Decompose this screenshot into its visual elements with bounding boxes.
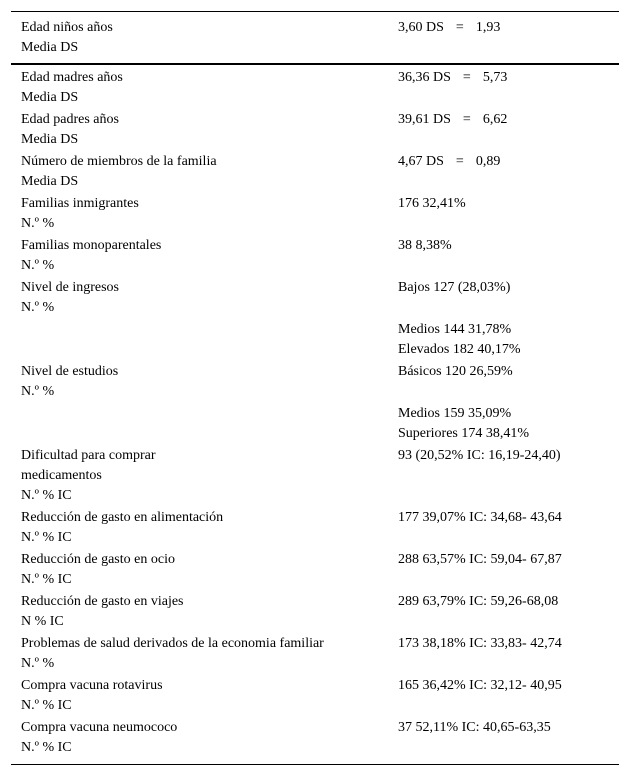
row-sublabel: N.º % <box>21 300 55 315</box>
row-eq: = <box>462 70 471 85</box>
row-sublabel: Media DS <box>21 174 79 189</box>
data-table <box>11 11 619 765</box>
table-row <box>11 550 619 592</box>
table-row <box>11 718 619 765</box>
table-row <box>11 508 619 550</box>
row-value: Básicos 120 26,59% <box>398 364 513 379</box>
row-label: Reducción de gasto en viajes <box>21 594 184 609</box>
row-sublabel: N.º % IC <box>21 698 72 713</box>
row-sd: 5,73 <box>482 70 508 85</box>
table-row <box>11 446 619 508</box>
row-sublabel: N.º % IC <box>21 740 72 755</box>
row-value: 165 36,42% IC: 32,12- 40,95 <box>398 678 562 693</box>
row-value: 289 63,79% IC: 59,26-68,08 <box>398 594 559 609</box>
row-sublabel: N.º % <box>21 384 55 399</box>
row-sublabel: N % IC <box>21 614 64 629</box>
row-value: 36,36 DS <box>398 70 451 85</box>
row-value: Bajos 127 (28,03%) <box>398 280 511 295</box>
table-row <box>11 676 619 718</box>
table-row <box>11 278 619 320</box>
row-value: 177 39,07% IC: 34,68- 43,64 <box>398 510 562 525</box>
row-sd: 0,89 <box>475 154 501 169</box>
row-sublabel: N.º % <box>21 258 55 273</box>
row-value-extra: Medios 144 31,78% <box>398 322 512 337</box>
table-row <box>11 592 619 634</box>
row-label: Problemas de salud derivados de la economia familiar <box>21 636 324 651</box>
row-sublabel: N.º % <box>21 656 55 671</box>
table-row <box>11 110 619 152</box>
row-label: Nivel de estudios <box>21 364 119 379</box>
header-sd: 1,93 <box>475 20 501 35</box>
table-row-continuation <box>11 404 619 446</box>
row-sd: 6,62 <box>482 112 508 127</box>
row-label: Edad padres años <box>21 112 119 127</box>
header-eq: = <box>455 20 464 35</box>
row-sublabel: N.º % <box>21 216 55 231</box>
row-value: 93 (20,52% IC: 16,19-24,40) <box>398 448 561 463</box>
row-value: 288 63,57% IC: 59,04- 67,87 <box>398 552 562 567</box>
table-row <box>11 362 619 404</box>
row-label: Familias inmigrantes <box>21 196 139 211</box>
row-label: Compra vacuna rotavirus <box>21 678 163 693</box>
row-sublabel: N.º % IC <box>21 488 72 503</box>
row-label: Compra vacuna neumococo <box>21 720 178 735</box>
table-row <box>11 64 619 110</box>
row-label: Edad madres años <box>21 70 123 85</box>
header-sublabel: Media DS <box>21 40 79 55</box>
row-label: Dificultad para comprar medicamentos <box>21 448 156 483</box>
row-value: 173 38,18% IC: 33,83- 42,74 <box>398 636 562 651</box>
row-sublabel: N.º % IC <box>21 572 72 587</box>
row-label: Reducción de gasto en ocio <box>21 552 175 567</box>
row-value: 37 52,11% IC: 40,65-63,35 <box>398 720 551 735</box>
row-value: 39,61 DS <box>398 112 451 127</box>
row-value: 176 32,41% <box>398 196 466 211</box>
table-row <box>11 236 619 278</box>
row-sublabel: Media DS <box>21 90 79 105</box>
row-value-extra: Superiores 174 38,41% <box>398 426 530 441</box>
header-value-cell <box>388 12 619 65</box>
table-row-continuation <box>11 320 619 362</box>
row-sublabel: N.º % IC <box>21 530 72 545</box>
row-value-extra: Medios 159 35,09% <box>398 406 512 421</box>
row-eq: = <box>455 154 464 169</box>
header-value: 3,60 DS <box>398 20 444 35</box>
row-value: 38 8,38% <box>398 238 452 253</box>
row-label: Nivel de ingresos <box>21 280 119 295</box>
row-eq: = <box>462 112 471 127</box>
table-row <box>11 634 619 676</box>
table-row <box>11 194 619 236</box>
table-header-row <box>11 12 619 65</box>
header-label: Edad niños años <box>21 20 113 35</box>
row-value: 4,67 DS <box>398 154 444 169</box>
row-label: Familias monoparentales <box>21 238 162 253</box>
row-label: Número de miembros de la familia <box>21 154 217 169</box>
row-value-extra: Elevados 182 40,17% <box>398 342 521 357</box>
header-label-cell <box>11 12 388 65</box>
row-label: Reducción de gasto en alimentación <box>21 510 224 525</box>
table-row <box>11 152 619 194</box>
row-sublabel: Media DS <box>21 132 79 147</box>
